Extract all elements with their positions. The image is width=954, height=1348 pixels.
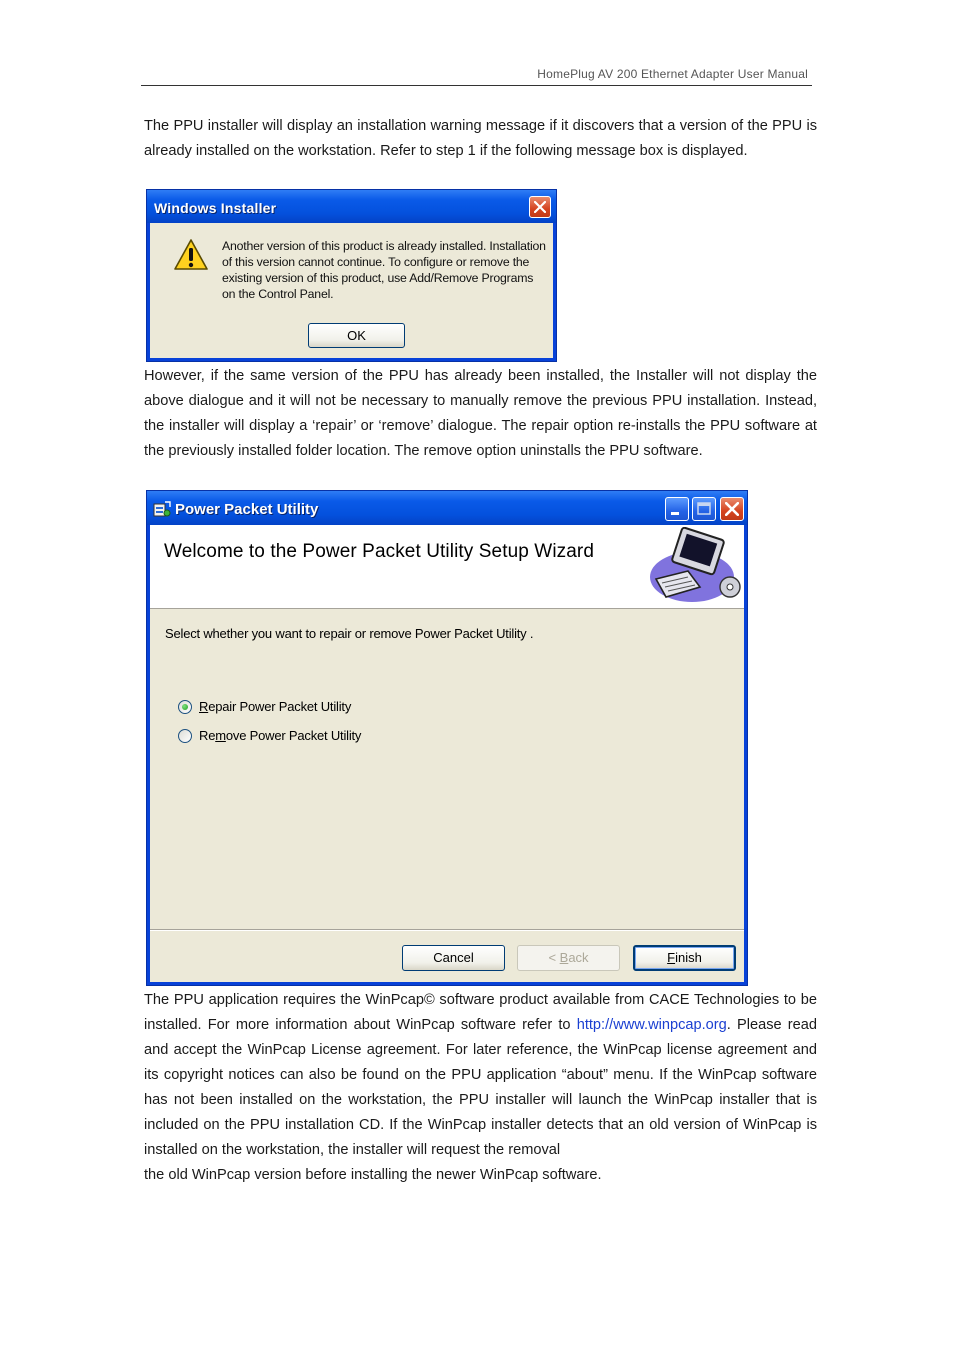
winpcap-paragraph-last-line: the old WinPcap version before installing the newer WinPcap software. (144, 1167, 602, 1183)
cancel-button-label: Cancel (433, 950, 474, 965)
ok-button[interactable] (308, 323, 405, 348)
radio-circle[interactable] (178, 700, 192, 714)
radio-circle[interactable] (178, 729, 192, 743)
windows-installer-titlebar[interactable] (147, 190, 556, 223)
repair-remove-paragraph: However, if the same version of the PPU has already been installed, the Installer will not display the above dialogue and it will not be necessary to manually remove the previous PPU installation. Instead, the installer will display a ‘repair’ or ‘remove’ dialogue. The repair option re-installs the PPU software at the previously installed folder location. The remove option uninstalls the PPU software. (144, 368, 817, 459)
minimize-button[interactable] (665, 497, 689, 521)
winpcap-link[interactable]: http://www.winpcap.org (576, 1017, 727, 1033)
close-button[interactable] (529, 196, 551, 218)
winpcap-paragraph: The PPU application requires the WinPcap© software product available from CACE Technologies to be installed. For more information about WinPcap software refer to http://www.winpcap.org. Please read and accept the WinPcap License agreement. For later reference, the WinPcap license agreement and its copyright notices can also be found on the PPU application “about” menu. If the WinPcap software has not been installed on the workstation, the PPU installer will launch the WinPcap installer that is included on the PPU installation CD. If the WinPcap installer detects that an old version of WinPcap is installed on the workstation, the installer will request the removal (144, 992, 818, 1158)
windows-installer-title: Windows Installer (154, 200, 277, 216)
maximize-icon (693, 498, 715, 520)
back-button[interactable] (517, 945, 620, 971)
button-separator (150, 929, 744, 930)
wizard-welcome-heading: Welcome to the Power Packet Utility Setup Wizard (164, 541, 594, 562)
windows-installer-message: Another version of this product is already installed. Installation of this version cannot continue. To configure or remove the existing version of this product, use Add/Remove Programs on the Control Panel. (222, 239, 546, 301)
finish-button-label: Finish (667, 950, 702, 965)
minimize-icon (666, 498, 688, 520)
ok-button-label: OK (347, 328, 366, 343)
ppu-titlebar[interactable] (147, 491, 747, 525)
finish-button[interactable] (633, 945, 736, 971)
close-button[interactable] (720, 497, 744, 521)
windows-installer-dialog (146, 189, 557, 362)
warning-icon (173, 238, 209, 272)
back-button-label: < Back (548, 950, 589, 965)
computer-setup-icon (648, 527, 746, 605)
power-packet-utility-dialog (146, 490, 748, 986)
close-icon (534, 201, 546, 213)
header-rule (141, 85, 812, 86)
radio-selected-dot (182, 704, 188, 710)
wizard-banner (150, 525, 744, 609)
repair-option-label: Repair Power Packet Utility (199, 699, 352, 714)
wizard-instruction: Select whether you want to repair or remove Power Packet Utility . (165, 626, 534, 641)
ppu-body (150, 525, 744, 982)
intro-paragraph: The PPU installer will display an installation warning message if it discovers that a version of the PPU is already installed on the workstation. Refer to step 1 if the following message box is displayed. (144, 118, 817, 159)
ppu-title: Power Packet Utility (175, 501, 319, 518)
manual-header-title: HomePlug AV 200 Ethernet Adapter User Manual (537, 67, 808, 81)
maximize-button[interactable] (692, 497, 716, 521)
installer-app-icon (153, 500, 171, 518)
remove-option-label: Remove Power Packet Utility (199, 728, 362, 743)
cancel-button[interactable] (402, 945, 505, 971)
close-icon (725, 502, 739, 516)
